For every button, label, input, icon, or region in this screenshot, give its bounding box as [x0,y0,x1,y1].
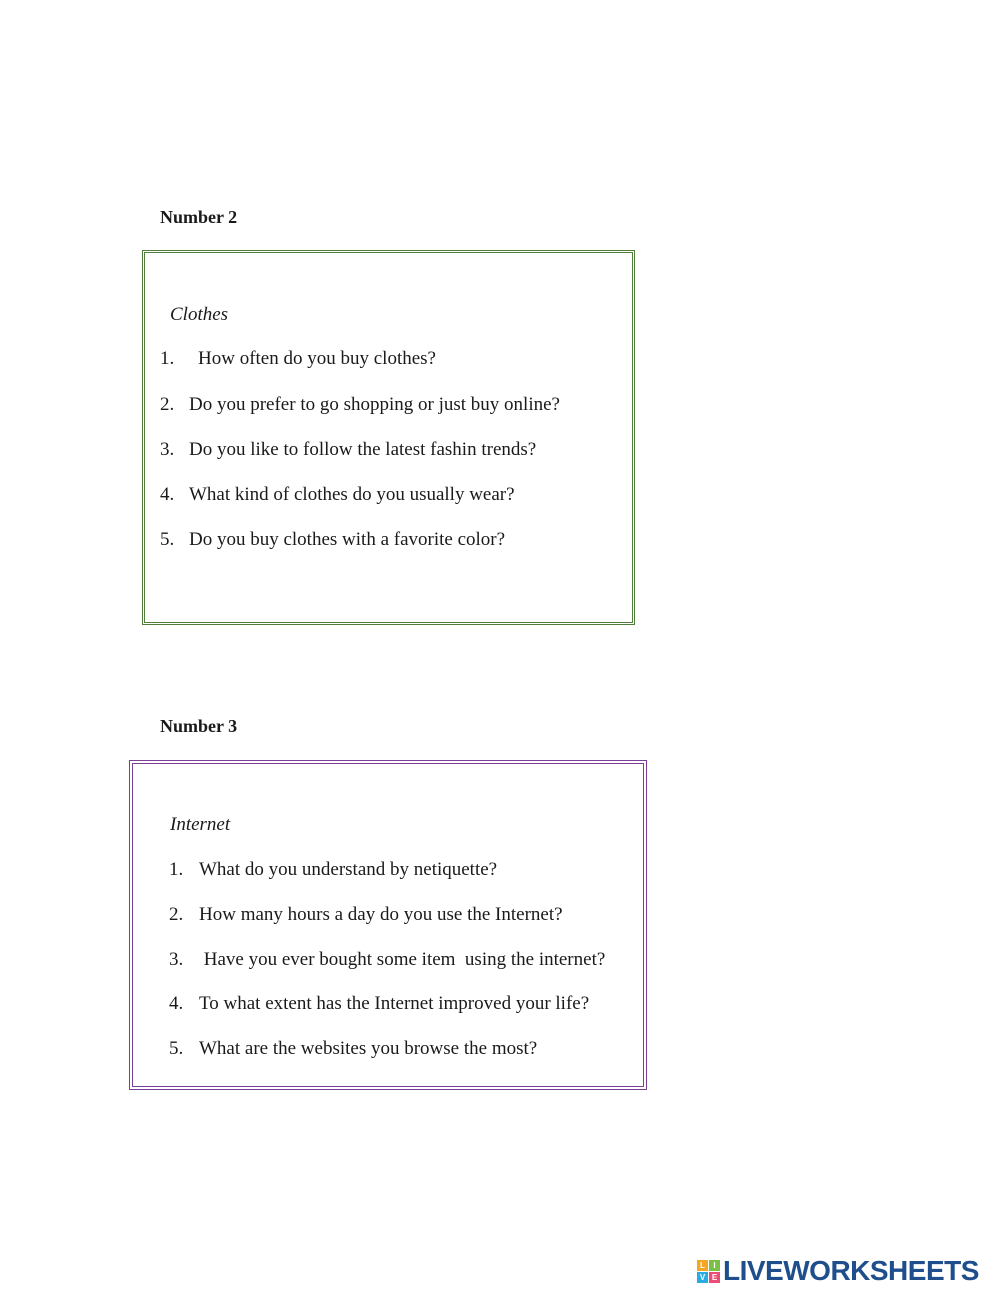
question-text: What kind of clothes do you usually wear? [189,484,515,505]
section-heading-number-2: Number 2 [160,207,238,227]
question-text: To what extent has the Internet improved your life? [199,993,590,1014]
topic-title-clothes: Clothes [170,304,229,325]
liveworksheets-logo [697,1255,979,1287]
logo-tile-l: L [697,1260,708,1271]
liveworksheets-logo-mark [697,1260,720,1283]
question-text: What do you understand by netiquette? [199,859,498,880]
question-text: Do you like to follow the latest fashin trends? [189,439,537,460]
question-number: 4. [169,993,184,1014]
question-number: 3. [160,439,175,460]
question-number: 4. [160,484,175,505]
liveworksheets-logo-text: LIVEWORKSHEETS [723,1255,979,1286]
question-text: Do you prefer to go shopping or just buy online? [189,394,560,415]
question-text: Do you buy clothes with a favorite color? [189,529,506,550]
question-text: How often do you buy clothes? [198,348,436,369]
question-text: How many hours a day do you use the Internet? [199,904,563,925]
logo-tile-i: I [709,1260,720,1271]
logo-tile-v: V [697,1272,708,1283]
question-number: 3. [169,949,184,970]
section-heading-number-3: Number 3 [160,716,238,736]
question-number: 1. [169,859,184,880]
question-text: Have you ever bought some item using the internet? [199,949,606,970]
question-number: 1. [160,348,175,369]
question-text: What are the websites you browse the most? [199,1038,538,1059]
question-number: 2. [160,394,175,415]
topic-title-internet: Internet [170,814,231,835]
question-number: 5. [160,529,175,550]
logo-tile-e: E [709,1272,720,1283]
question-number: 5. [169,1038,184,1059]
question-number: 2. [169,904,184,925]
